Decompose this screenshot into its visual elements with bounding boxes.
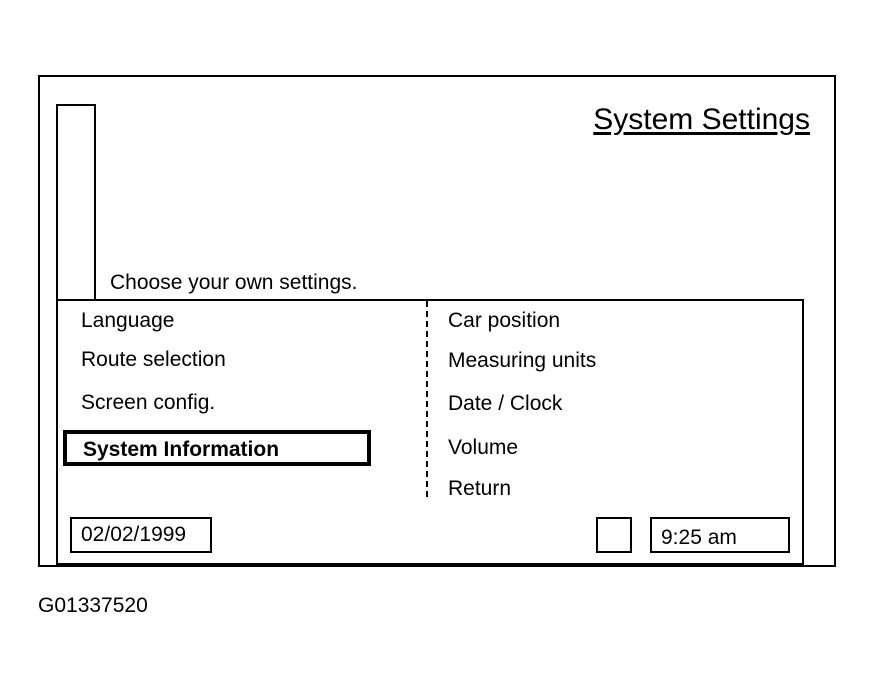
- date-display: 02/02/1999: [70, 517, 212, 553]
- menu-item-screen-config[interactable]: Screen config.: [81, 391, 216, 414]
- menu-item-measuring-units[interactable]: Measuring units: [448, 349, 597, 372]
- menu-item-date-clock[interactable]: Date / Clock: [448, 392, 563, 415]
- page-title: System Settings: [593, 103, 810, 136]
- status-indicator: [596, 517, 632, 553]
- settings-menu-panel: [56, 299, 804, 565]
- side-tab: [56, 104, 96, 300]
- menu-item-route-selection[interactable]: Route selection: [81, 348, 226, 371]
- menu-item-volume[interactable]: Volume: [448, 436, 519, 459]
- menu-item-return[interactable]: Return: [448, 477, 512, 500]
- menu-item-system-information[interactable]: System Information: [63, 430, 371, 466]
- menu-item-car-position[interactable]: Car position: [448, 309, 561, 332]
- menu-item-language[interactable]: Language: [81, 309, 175, 332]
- navigation-screen: [38, 75, 836, 567]
- time-display: 9:25 am: [650, 517, 790, 553]
- column-divider: [426, 301, 428, 497]
- instruction-text: Choose your own settings.: [110, 271, 358, 294]
- figure-code: G01337520: [38, 594, 148, 617]
